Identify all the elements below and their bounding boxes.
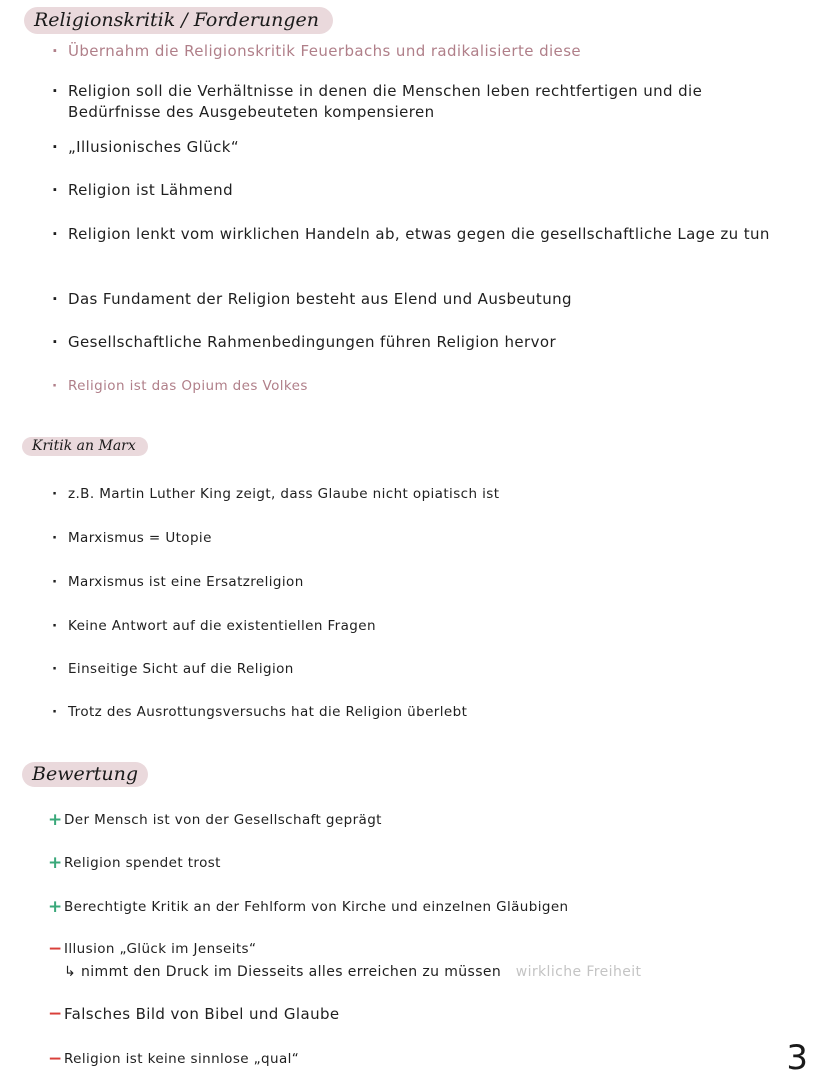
item-text: Berechtigte Kritik an der Fehlform von Kirche und einzelnen Gläubigen [64, 899, 569, 915]
bullet-icon: · [52, 661, 58, 677]
list-item [52, 659, 797, 680]
item-text: Marxismus ist eine Ersatzreligion [68, 574, 304, 590]
page-number: 3 [786, 1038, 808, 1078]
plus-icon: + [48, 853, 63, 873]
item-text: Das Fundament der Religion besteht aus Elend und Ausbeutung [68, 290, 572, 308]
bullet-icon: · [52, 574, 58, 590]
list-item [52, 289, 797, 310]
bullet-icon: · [52, 378, 58, 394]
bullet-icon: · [52, 333, 59, 351]
item-text: Gesellschaftliche Rahmenbedingungen führen Religion hervor [68, 333, 557, 351]
list-item-contra [48, 1004, 793, 1025]
list-item [52, 180, 797, 201]
item-text: Übernahm die Religionskritik Feuerbachs und radikalisierte diese [68, 42, 582, 60]
section-heading-bewertung: Bewertung [22, 762, 148, 787]
list-item [52, 528, 797, 549]
item-text: Trotz des Ausrottungsversuchs hat die Religion überlebt [68, 704, 468, 720]
list-item-contra [48, 1049, 793, 1071]
item-text: Religion lenkt vom wirklichen Handeln ab, etwas gegen die gesellschaftliche Lage zu tun [68, 225, 770, 243]
list-item [52, 376, 797, 397]
sub-note-text: ↳ nimmt den Druck im Diesseits alles erreichen zu müssen [64, 964, 502, 980]
list-item [52, 137, 797, 158]
minus-icon: − [48, 939, 63, 959]
item-text: Illusion „Glück im Jenseits“ [64, 941, 257, 957]
list-item [52, 484, 797, 505]
list-item-contra [48, 939, 793, 983]
list-item [52, 572, 797, 593]
item-text: Religion ist keine sinnlose „qual“ [64, 1051, 300, 1067]
bullet-icon: · [52, 618, 58, 634]
bullet-icon: · [52, 530, 58, 546]
section-heading-kritik-an-marx: Kritik an Marx [22, 437, 148, 456]
item-text: Religion spendet trost [64, 855, 221, 871]
item-text: Religion soll die Verhältnisse in denen die Menschen leben rechtfertigen und die Bedürfnisse des Ausgebeuteten kompensieren [68, 82, 703, 121]
list-item [52, 332, 797, 353]
item-text: Religion ist das Opium des Volkes [68, 378, 308, 394]
item-text: Religion ist Lähmend [68, 181, 234, 199]
item-text: Keine Antwort auf die existentiellen Fragen [68, 618, 376, 634]
bullet-icon: · [52, 704, 58, 720]
plus-icon: + [48, 897, 63, 917]
bullet-icon: · [52, 290, 59, 308]
bullet-icon: · [52, 42, 59, 60]
item-text-block [64, 939, 784, 983]
list-item-pro [48, 810, 793, 832]
sub-note [64, 962, 784, 983]
list-item [52, 616, 797, 637]
list-item [52, 41, 797, 62]
item-text: Falsches Bild von Bibel und Glaube [64, 1005, 340, 1023]
list-item [52, 81, 797, 123]
list-item [52, 224, 797, 245]
sub-note-faded: wirkliche Freiheit [515, 964, 642, 980]
item-text: „Illusionisches Glück“ [68, 138, 240, 156]
bullet-icon: · [52, 181, 59, 199]
bullet-icon: · [52, 82, 59, 100]
minus-icon: − [48, 1049, 63, 1069]
section-heading-religionskritik: Religionskritik / Forderungen [24, 7, 333, 34]
bullet-icon: · [52, 138, 59, 156]
item-text: Marxismus = Utopie [68, 530, 212, 546]
bullet-icon: · [52, 486, 58, 502]
bullet-icon: · [52, 225, 59, 243]
minus-icon: − [48, 1004, 63, 1024]
item-text: Einseitige Sicht auf die Religion [68, 661, 294, 677]
item-text: Der Mensch ist von der Gesellschaft geprägt [64, 812, 382, 828]
list-item-pro [48, 853, 793, 875]
item-text: z.B. Martin Luther King zeigt, dass Glaube nicht opiatisch ist [68, 486, 500, 502]
plus-icon: + [48, 810, 63, 830]
list-item-pro [48, 897, 793, 919]
list-item [52, 702, 797, 723]
